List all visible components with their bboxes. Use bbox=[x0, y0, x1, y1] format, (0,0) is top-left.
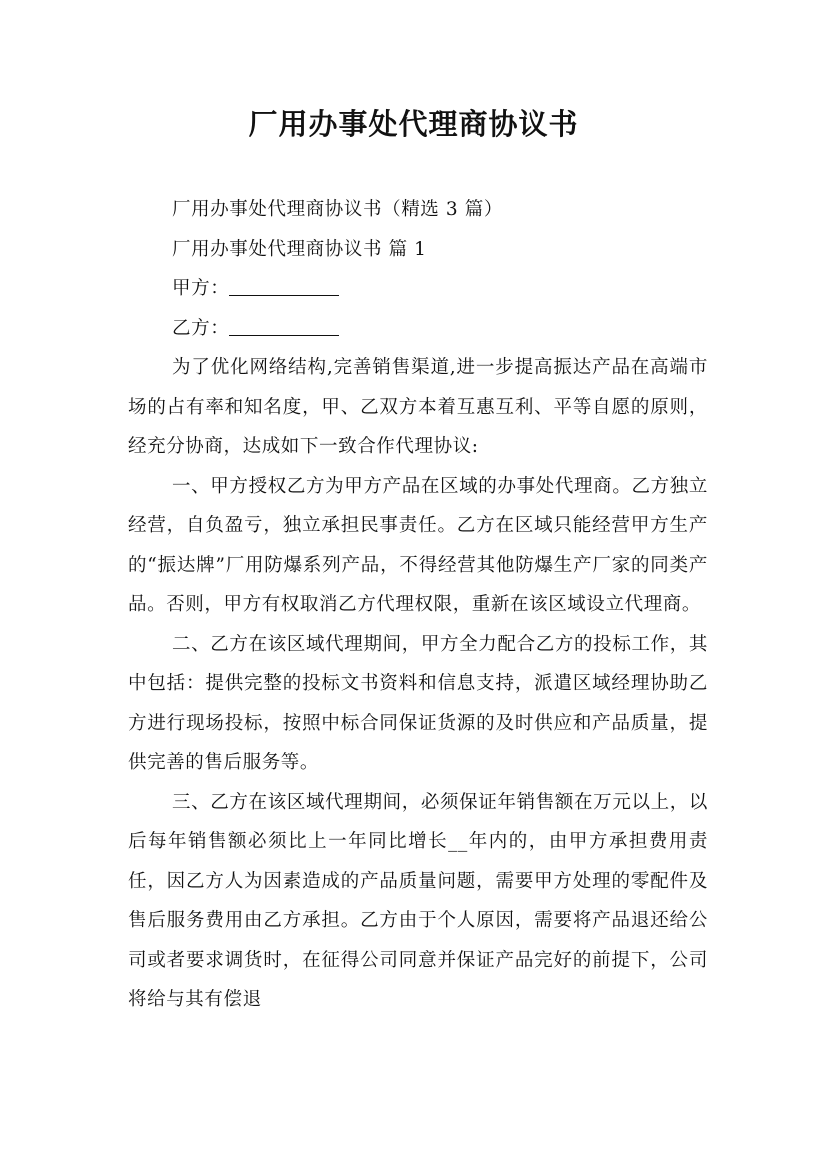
party-b-blank bbox=[229, 313, 339, 336]
document-body bbox=[128, 190, 708, 1020]
party-b-label: 乙方： bbox=[172, 317, 230, 339]
party-a-blank bbox=[229, 273, 339, 296]
document-title: 厂用办事处代理商协议书 bbox=[248, 107, 579, 141]
document-subtitle: 厂用办事处代理商协议书（精选 3 篇） bbox=[172, 199, 503, 220]
section-heading: 厂用办事处代理商协议书 篇 1 bbox=[172, 238, 427, 260]
party-a-line bbox=[128, 269, 708, 309]
paragraph-intro: 为了优化网络结构,完善销售渠道,进一步提高振达产品在高端市场的占有率和知名度，甲、乙双方本着互惠互利、平等自愿的原则，经充分协商，达成如下一致合作代理协议: bbox=[128, 357, 708, 457]
paragraph-clause-2: 二、乙方在该区域代理期间，甲方全力配合乙方的投标工作，其中包括：提供完整的投标文书资料和信息支持，派遣区域经理协助乙方进行现场投标，按照中标合同保证货源的及时供应和产品质量，提供完善的售后服务等。 bbox=[128, 633, 708, 773]
paragraph-clause-1: 一、甲方授权乙方为甲方产品在区域的办事处代理商。乙方独立经营，自负盈亏，独立承担民事责任。乙方在区域只能经营甲方生产的“振达牌”厂用防爆系列产品，不得经营其他防爆生产厂家的同类产品。否则，甲方有权取消乙方代理权限，重新在该区域设立代理商。 bbox=[128, 475, 708, 615]
party-b-line bbox=[128, 309, 708, 349]
party-a-label: 甲方： bbox=[172, 278, 230, 299]
paragraph-clause-3: 三、乙方在该区域代理期间，必须保证年销售额在万元以上，以后每年销售额必须比上一年同比增长__年内的，由甲方承担费用责任，因乙方人为因素造成的产品质量问题，需要甲方处理的零配件及售后服务费用由乙方承担。乙方由于个人原因，需要将产品退还给公司或者要求调货时，在征得公司同意并保证产品完好的前提下，公司将给与其有偿退 bbox=[128, 791, 708, 1010]
